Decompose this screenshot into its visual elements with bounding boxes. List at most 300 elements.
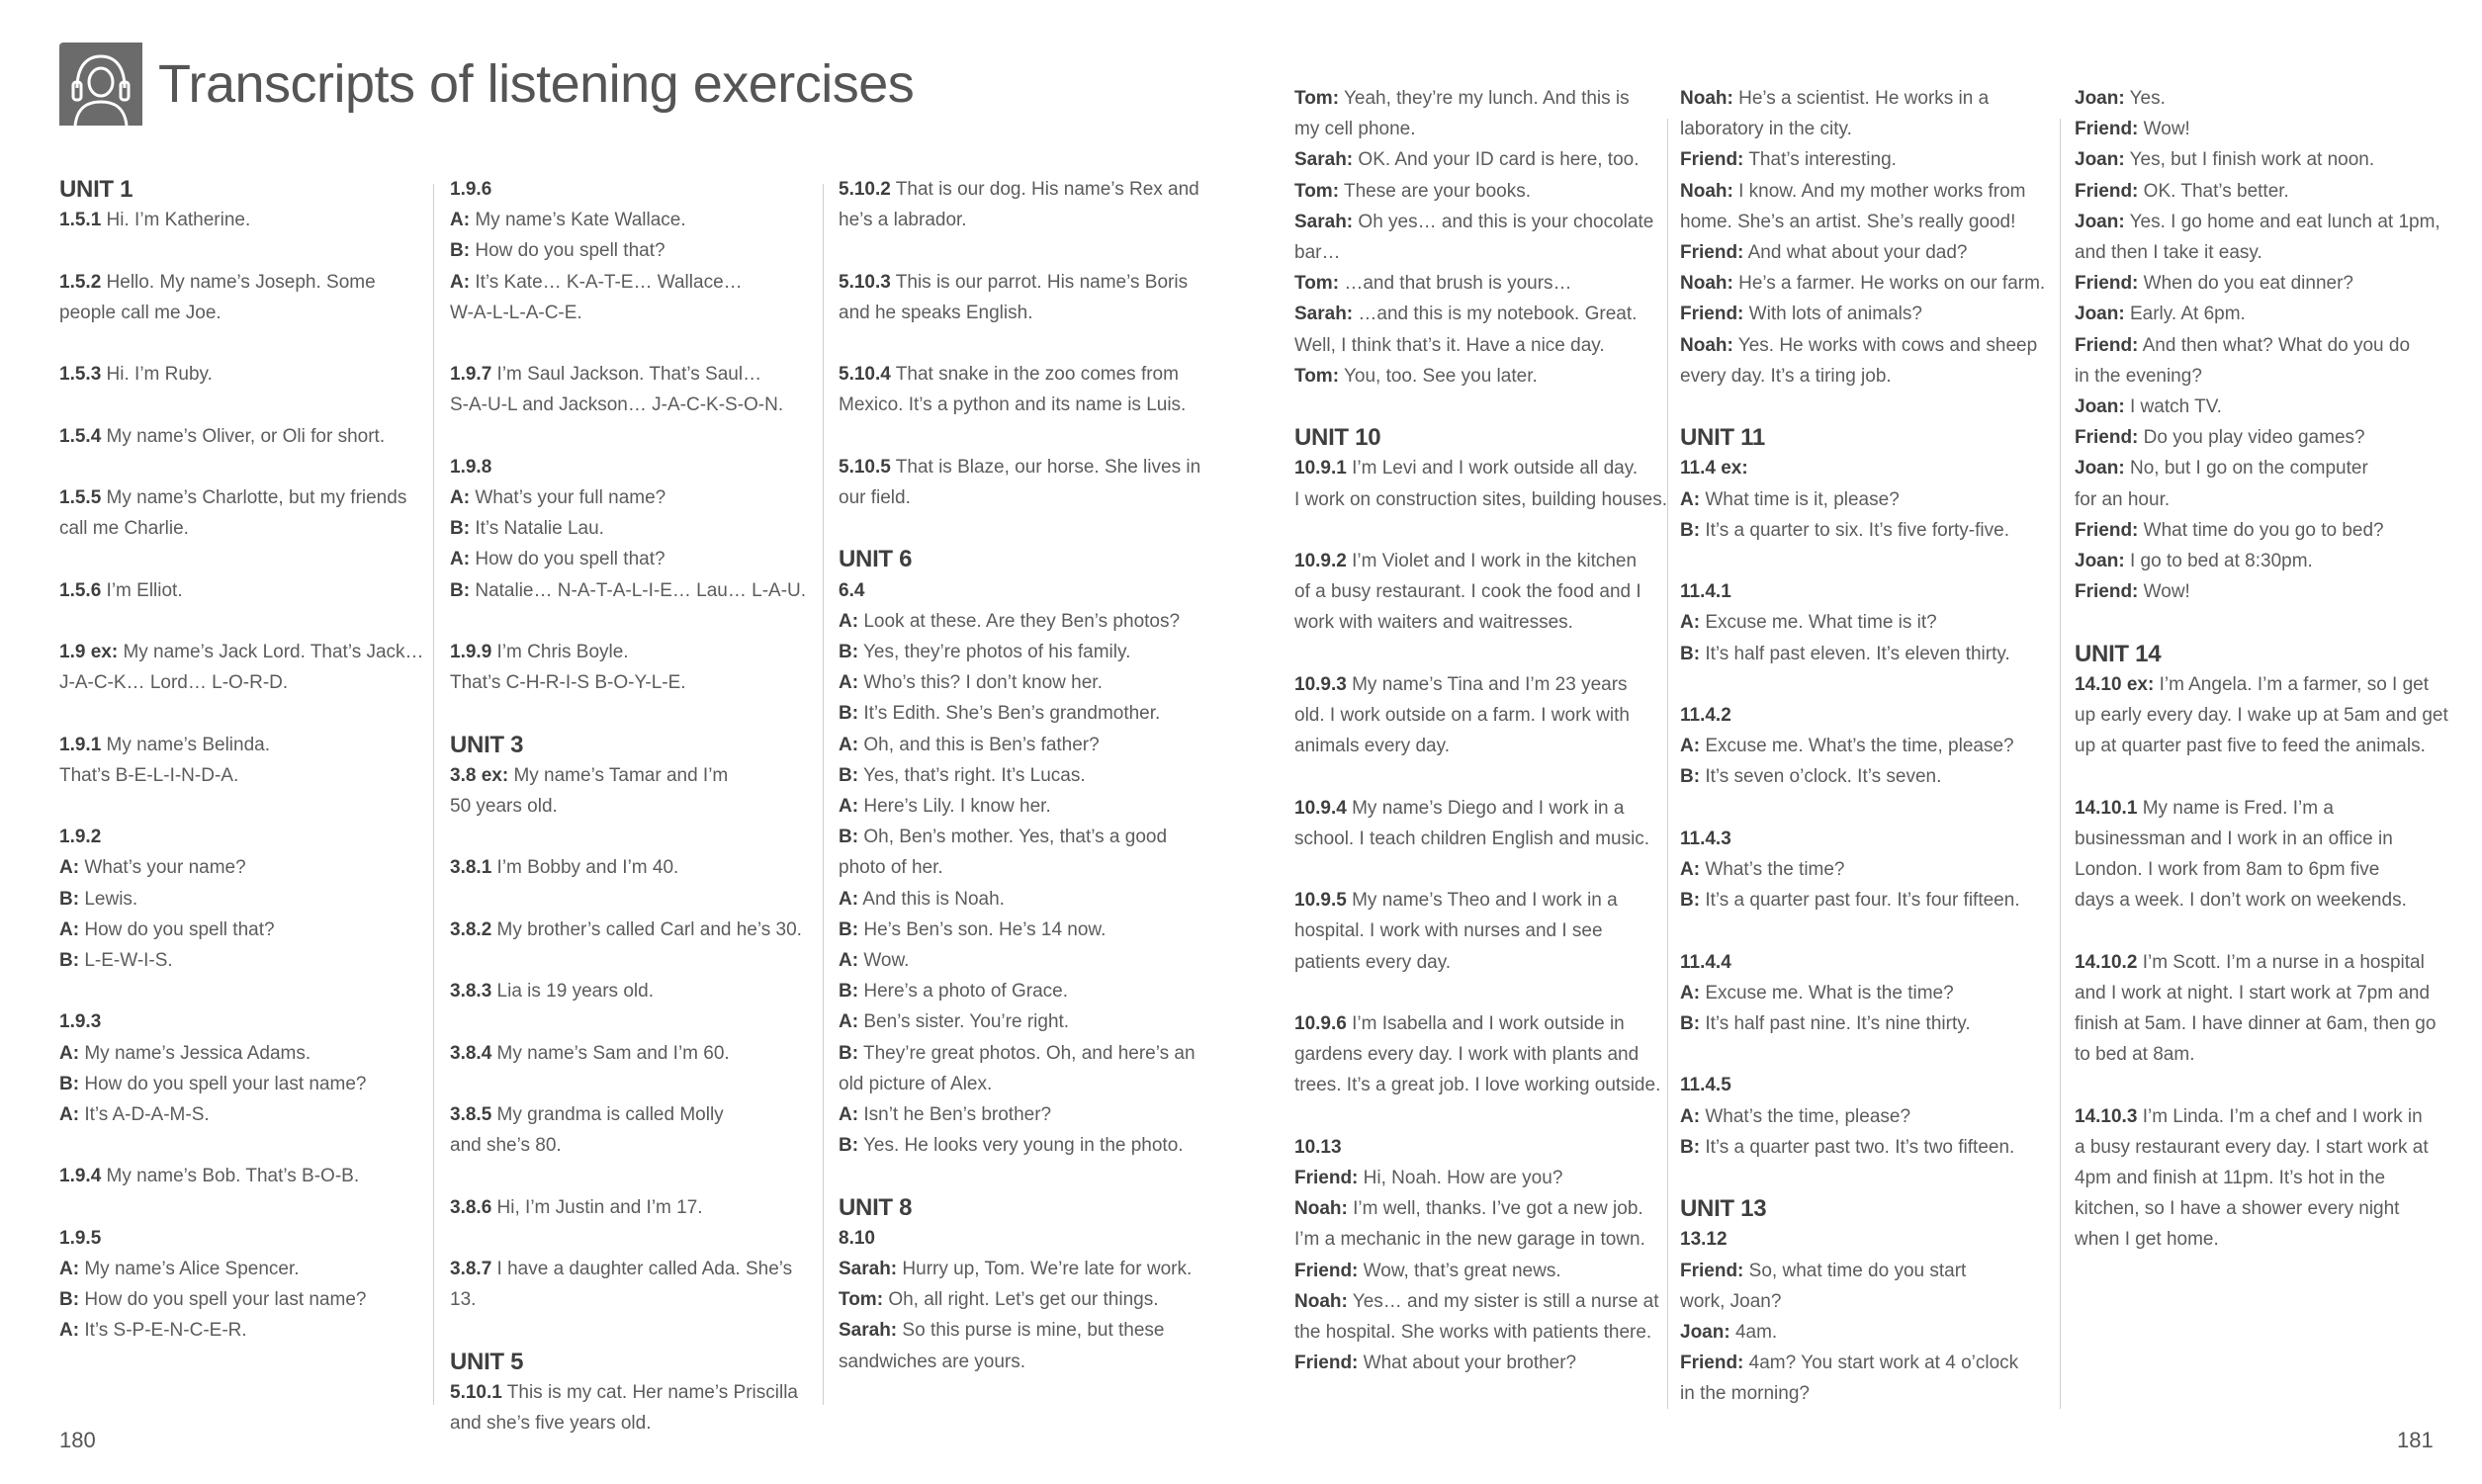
exercise-number: 14.10 ex: bbox=[2075, 673, 2155, 695]
transcript-text: Natalie… N-A-T-A-L-I-E… Lau… L-A-U. bbox=[475, 579, 807, 601]
transcript-text: the hospital. She works with patients there. bbox=[1294, 1322, 1652, 1344]
transcript-line bbox=[839, 637, 1214, 667]
speaker-label: Noah: bbox=[1294, 1198, 1348, 1220]
transcript-line bbox=[1294, 268, 1670, 299]
transcript-text: I’m Scott. I’m a nurse in a hospital bbox=[2142, 951, 2425, 973]
transcript-line bbox=[1680, 176, 2056, 207]
transcript-line bbox=[450, 1254, 816, 1315]
transcript-line bbox=[1680, 1101, 2056, 1132]
transcript-text: My name’s Jack Lord. That’s Jack… bbox=[123, 641, 424, 662]
transcript-text: photo of her. bbox=[839, 857, 943, 879]
speaker-label: B: bbox=[59, 1289, 80, 1311]
transcript-text: How do you spell your last name? bbox=[84, 1073, 367, 1094]
transcript-block bbox=[59, 730, 425, 791]
transcript-block bbox=[59, 575, 425, 606]
transcript-text: Yes. He looks very young in the photo. bbox=[863, 1135, 1184, 1157]
speaker-label: A: bbox=[450, 210, 471, 231]
transcript-line bbox=[1294, 1348, 1670, 1378]
transcript-text: I have a daughter called Ada. She’s 13. bbox=[450, 1258, 793, 1311]
transcript-text: That’s B-E-L-I-N-D-A. bbox=[59, 764, 239, 786]
speaker-label: A: bbox=[839, 1104, 859, 1126]
transcript-text: How do you spell that? bbox=[84, 918, 275, 940]
transcript-line bbox=[59, 421, 425, 452]
exercise-number: 1.9.9 bbox=[450, 642, 492, 662]
transcript-line bbox=[1680, 824, 2056, 854]
exercise-number: 11.4.2 bbox=[1680, 705, 1731, 727]
speaker-label: A: bbox=[450, 271, 471, 293]
transcript-text: bar… bbox=[1294, 242, 1341, 264]
exercise-number: 1.9.8 bbox=[450, 456, 492, 478]
speaker-label: Friend: bbox=[1294, 1260, 1359, 1281]
transcript-line bbox=[2075, 1039, 2450, 1070]
transcript-line bbox=[1680, 361, 2056, 392]
transcript-line bbox=[1680, 237, 2056, 268]
transcript-text: animals every day. bbox=[1294, 736, 1450, 757]
transcript-block bbox=[450, 915, 816, 945]
exercise-number: 5.10.2 bbox=[839, 179, 891, 200]
transcript-text: It’s Kate… K-A-T-E… Wallace… bbox=[475, 271, 743, 293]
transcript-line bbox=[1294, 947, 1670, 978]
transcript-block bbox=[450, 1192, 816, 1223]
transcript-text: of a busy restaurant. I cook the food and I bbox=[1294, 581, 1641, 603]
transcript-text: 4am. bbox=[1734, 1322, 1778, 1344]
transcript-text: It’s Natalie Lau. bbox=[475, 518, 604, 540]
transcript-line bbox=[2075, 700, 2450, 731]
speaker-label: A: bbox=[839, 672, 859, 694]
transcript-text: My name’s Kate Wallace. bbox=[475, 210, 686, 231]
transcript-text: Yes. I go home and eat lunch at 1pm, bbox=[2129, 211, 2440, 232]
transcript-text: Excuse me. What time is it? bbox=[1705, 612, 1937, 634]
transcript-line bbox=[59, 298, 425, 328]
transcript-text: Excuse me. What is the time? bbox=[1705, 982, 1954, 1004]
speaker-label: Tom: bbox=[839, 1289, 884, 1311]
transcript-text: It’s half past nine. It’s nine thirty. bbox=[1705, 1013, 1971, 1035]
transcript-line bbox=[1294, 546, 1670, 576]
transcript-line bbox=[450, 174, 816, 205]
transcript-text: This is my cat. Her name’s Priscilla bbox=[506, 1381, 798, 1403]
transcript-line bbox=[1294, 1224, 1670, 1255]
transcript-text: in the morning? bbox=[1680, 1383, 1810, 1405]
transcript-text: Hello. My name’s Joseph. Some bbox=[106, 271, 376, 293]
exercise-number: 11.4.1 bbox=[1680, 581, 1731, 603]
transcript-text: No, but I go on the computer bbox=[2129, 458, 2368, 480]
transcript-block bbox=[1294, 1008, 1670, 1101]
transcript-text: What time is it, please? bbox=[1705, 488, 1900, 510]
transcript-line bbox=[1680, 299, 2056, 329]
transcript-line bbox=[2075, 1163, 2450, 1193]
unit-heading: UNIT 13 bbox=[1680, 1195, 1767, 1223]
transcript-text: Hi, Noah. How are you? bbox=[1363, 1168, 1563, 1188]
transcript-text: My name’s Alice Spencer. bbox=[84, 1258, 300, 1279]
transcript-text: What about your brother? bbox=[1363, 1353, 1577, 1374]
exercise-number: 1.5.3 bbox=[59, 364, 102, 386]
transcript-line bbox=[1294, 114, 1670, 144]
transcript-line bbox=[1294, 885, 1670, 916]
transcript-line bbox=[1680, 885, 2056, 916]
speaker-label: Sarah: bbox=[1294, 149, 1354, 171]
column-divider bbox=[433, 184, 434, 1405]
transcript-line bbox=[839, 1315, 1214, 1346]
transcript-text: My name’s Diego and I work in a bbox=[1352, 797, 1625, 819]
transcript-line bbox=[1294, 453, 1670, 483]
transcript-text: He’s a farmer. He works on our farm. bbox=[1738, 273, 2046, 295]
transcript-text: What time do you go to bed? bbox=[2143, 519, 2384, 541]
transcript-text: Yes… and my sister is still a nurse at bbox=[1352, 1290, 1659, 1312]
transcript-text: gardens every day. I work with plants and bbox=[1294, 1044, 1640, 1066]
transcript-line bbox=[450, 1038, 816, 1069]
transcript-line bbox=[2075, 268, 2450, 299]
speaker-label: B: bbox=[1680, 1013, 1701, 1035]
transcript-line bbox=[2075, 484, 2450, 515]
speaker-label: A: bbox=[59, 1042, 80, 1064]
transcript-line bbox=[2075, 576, 2450, 607]
transcript-line bbox=[1294, 330, 1670, 361]
transcript-text: L-E-W-I-S. bbox=[84, 949, 173, 971]
transcript-block bbox=[839, 359, 1214, 420]
transcript-line bbox=[1294, 1286, 1670, 1317]
transcript-line bbox=[839, 298, 1214, 328]
transcript-line bbox=[1680, 700, 2056, 731]
transcript-text: My name’s Oliver, or Oli for short. bbox=[106, 425, 386, 447]
transcript-text: and he speaks English. bbox=[839, 302, 1033, 323]
column-divider bbox=[1667, 119, 1668, 1409]
transcript-block bbox=[1294, 885, 1670, 978]
speaker-label: Noah: bbox=[1680, 273, 1733, 295]
transcript-block bbox=[59, 482, 425, 544]
transcript-line bbox=[450, 1377, 816, 1408]
transcript-text: Yes, they’re photos of his family. bbox=[863, 641, 1131, 662]
transcript-block bbox=[1680, 1193, 2056, 1409]
transcript-text: How do you spell that? bbox=[475, 240, 665, 262]
speaker-label: Sarah: bbox=[1294, 304, 1354, 325]
transcript-block bbox=[1294, 546, 1670, 639]
transcript-text: Who’s this? I don’t know her. bbox=[863, 672, 1103, 694]
transcript-line bbox=[2075, 978, 2450, 1008]
transcript-line bbox=[59, 513, 425, 544]
transcript-line bbox=[839, 174, 1214, 205]
speaker-label: B: bbox=[839, 1135, 859, 1157]
exercise-number: 1.9 ex: bbox=[59, 641, 119, 662]
transcript-line bbox=[839, 452, 1214, 482]
transcript-text: I’m Chris Boyle. bbox=[496, 642, 629, 662]
transcript-block bbox=[1680, 422, 2056, 546]
speaker-label: Friend: bbox=[2075, 273, 2139, 295]
transcript-block bbox=[2075, 1101, 2450, 1256]
exercise-number: 3.8.2 bbox=[450, 918, 492, 940]
transcript-line bbox=[2075, 422, 2450, 453]
transcript-line bbox=[450, 1408, 816, 1439]
column-divider bbox=[823, 184, 824, 1405]
transcript-text: And then what? What do you do bbox=[2142, 334, 2411, 356]
transcript-line bbox=[2075, 361, 2450, 392]
speaker-label: Joan: bbox=[1680, 1322, 1730, 1344]
speaker-label: Sarah: bbox=[839, 1259, 898, 1280]
transcript-text: And this is Noah. bbox=[862, 888, 1005, 910]
transcript-line bbox=[2075, 1132, 2450, 1163]
transcript-line bbox=[1294, 176, 1670, 207]
transcript-text: patients every day. bbox=[1294, 951, 1452, 973]
exercise-number: 10.9.2 bbox=[1294, 551, 1347, 572]
speaker-label: B: bbox=[839, 1042, 859, 1064]
speaker-label: Joan: bbox=[2075, 88, 2125, 109]
transcript-text: My name’s Charlotte, but my friends bbox=[106, 486, 407, 508]
transcript-line bbox=[1294, 793, 1670, 824]
exercise-number: 10.9.5 bbox=[1294, 890, 1347, 912]
transcript-block bbox=[1294, 793, 1670, 854]
exercise-number: 10.13 bbox=[1294, 1136, 1342, 1158]
transcript-text: I’m Bobby and I’m 40. bbox=[496, 857, 679, 879]
transcript-block bbox=[450, 1099, 816, 1161]
transcript-block bbox=[839, 544, 1214, 1161]
speaker-label: Friend: bbox=[1294, 1168, 1359, 1188]
transcript-text: …and this is my notebook. Great. bbox=[1358, 304, 1638, 325]
page-title: Transcripts of listening exercises bbox=[158, 54, 915, 114]
speaker-label: B: bbox=[1680, 1136, 1701, 1158]
transcript-line bbox=[1294, 700, 1670, 731]
transcript-text: and I work at night. I start work at 7pm and bbox=[2075, 982, 2431, 1004]
transcript-text: Mexico. It’s a python and its name is Luis. bbox=[839, 394, 1187, 416]
transcript-text: kitchen, so I have a shower every night bbox=[2075, 1198, 2400, 1220]
transcript-text: and she’s 80. bbox=[450, 1135, 562, 1157]
transcript-text: Here’s a photo of Grace. bbox=[863, 981, 1068, 1003]
transcript-text: They’re great photos. Oh, and here’s an bbox=[863, 1042, 1196, 1064]
transcript-text: It’s a quarter past two. It’s two fifteen. bbox=[1705, 1136, 2015, 1158]
transcript-line bbox=[1294, 237, 1670, 268]
transcript-line bbox=[2075, 824, 2450, 854]
transcript-line bbox=[839, 390, 1214, 420]
transcript-text: trees. It’s a great job. I love working outside. bbox=[1294, 1075, 1661, 1096]
transcript-text: and she’s five years old. bbox=[450, 1412, 652, 1434]
speaker-label: Tom: bbox=[1294, 180, 1340, 202]
exercise-number: 3.8.1 bbox=[450, 857, 492, 879]
transcript-text: I’m well, thanks. I’ve got a new job. bbox=[1353, 1198, 1643, 1220]
transcript-text: So, what time do you start bbox=[1748, 1260, 1967, 1281]
transcript-line bbox=[450, 1130, 816, 1161]
transcript-line bbox=[59, 667, 425, 698]
transcript-text: What’s the time? bbox=[1705, 859, 1845, 881]
transcript-block bbox=[1294, 422, 1670, 515]
transcript-line bbox=[2075, 176, 2450, 207]
transcript-line bbox=[450, 452, 816, 482]
speaker-label: A: bbox=[839, 734, 859, 755]
transcript-line bbox=[1294, 484, 1670, 515]
transcript-text: It’s S-P-E-N-C-E-R. bbox=[84, 1320, 247, 1342]
transcript-line bbox=[1680, 484, 2056, 515]
transcript-line bbox=[2075, 83, 2450, 114]
speaker-label: Friend: bbox=[2075, 180, 2139, 202]
transcript-text: My name is Fred. I’m a bbox=[2142, 797, 2334, 819]
transcript-line bbox=[1680, 1224, 2056, 1255]
transcript-text: finish at 5am. I have dinner at 6am, then go bbox=[2075, 1013, 2437, 1035]
exercise-number: 10.9.1 bbox=[1294, 458, 1347, 480]
speaker-label: Friend: bbox=[1680, 1260, 1744, 1281]
transcript-line bbox=[1294, 299, 1670, 329]
transcript-text: My name’s Theo and I work in a bbox=[1352, 890, 1618, 912]
unit-heading: UNIT 10 bbox=[1294, 424, 1381, 452]
transcript-line bbox=[59, 1006, 425, 1037]
transcript-text: Hi, I’m Justin and I’m 17. bbox=[496, 1196, 703, 1218]
transcript-line bbox=[839, 884, 1214, 915]
transcript-text: What’s your name? bbox=[84, 857, 246, 879]
transcript-line bbox=[1680, 607, 2056, 638]
exercise-number: 1.5.5 bbox=[59, 486, 102, 508]
transcript-block bbox=[450, 1254, 816, 1315]
speaker-label: Friend: bbox=[2075, 519, 2139, 541]
page-header bbox=[59, 42, 914, 127]
transcript-text: our field. bbox=[839, 486, 911, 508]
transcript-line bbox=[839, 1038, 1214, 1069]
transcript-line bbox=[450, 976, 816, 1006]
transcript-text: My name’s Tina and I’m 23 years bbox=[1352, 673, 1628, 695]
transcript-text: Yeah, they’re my lunch. And this is bbox=[1343, 88, 1630, 109]
transcript-line bbox=[59, 945, 425, 976]
transcript-block bbox=[59, 421, 425, 452]
transcript-line bbox=[1680, 83, 2056, 114]
transcript-text: days a week. I don’t work on weekends. bbox=[2075, 890, 2407, 912]
exercise-number: 1.5.6 bbox=[59, 579, 102, 601]
transcript-text: These are your books. bbox=[1343, 180, 1532, 202]
transcript-line bbox=[2075, 237, 2450, 268]
transcript-text: It’s A-D-A-M-S. bbox=[84, 1103, 210, 1125]
transcript-line bbox=[1680, 207, 2056, 237]
speaker-label: A: bbox=[839, 1011, 859, 1033]
transcript-line bbox=[450, 267, 816, 298]
transcript-line bbox=[839, 730, 1214, 760]
transcript-text: How do you spell your last name? bbox=[84, 1289, 367, 1311]
exercise-number: 1.9.1 bbox=[59, 734, 102, 755]
transcript-line bbox=[59, 1254, 425, 1284]
transcript-line bbox=[2075, 1008, 2450, 1039]
transcript-line bbox=[450, 575, 816, 606]
transcript-line bbox=[839, 667, 1214, 698]
transcript-text: 50 years old. bbox=[450, 796, 558, 817]
transcript-text: That is Blaze, our horse. She lives in bbox=[895, 456, 1201, 478]
transcript-block bbox=[839, 452, 1214, 513]
transcript-line bbox=[1680, 761, 2056, 792]
transcript-text: My name’s Bob. That’s B-O-B. bbox=[106, 1166, 360, 1187]
transcript-block bbox=[59, 1006, 425, 1130]
transcript-line bbox=[839, 852, 1214, 883]
transcript-line bbox=[1680, 1132, 2056, 1163]
headset-person-icon bbox=[59, 43, 142, 126]
transcript-line bbox=[59, 359, 425, 390]
transcript-line bbox=[450, 359, 816, 390]
transcript-text: It’s a quarter to six. It’s five forty-five. bbox=[1705, 519, 2009, 541]
speaker-label: A: bbox=[1680, 1105, 1701, 1127]
transcript-text: up early every day. I wake up at 5am and get bbox=[2075, 705, 2448, 727]
transcript-text: Wow! bbox=[2143, 119, 2190, 140]
transcript-column-6 bbox=[2075, 83, 2450, 1286]
transcript-text: Oh, all right. Let’s get our things. bbox=[888, 1289, 1159, 1311]
transcript-line bbox=[1294, 1163, 1670, 1193]
transcript-line bbox=[839, 1130, 1214, 1161]
transcript-line bbox=[2075, 114, 2450, 144]
transcript-line bbox=[59, 822, 425, 852]
transcript-block bbox=[839, 174, 1214, 235]
speaker-label: Friend: bbox=[1680, 1353, 1744, 1374]
transcript-text: hospital. I work with nurses and I see bbox=[1294, 920, 1603, 942]
transcript-block bbox=[2075, 83, 2450, 607]
transcript-text: I’m Violet and I work in the kitchen bbox=[1352, 551, 1638, 572]
speaker-label: Noah: bbox=[1294, 1290, 1348, 1312]
transcript-line bbox=[1294, 361, 1670, 392]
transcript-block bbox=[1680, 824, 2056, 917]
transcript-text: Lia is 19 years old. bbox=[496, 981, 654, 1003]
transcript-text: Excuse me. What’s the time, please? bbox=[1705, 736, 2014, 757]
transcript-text: I’m Elliot. bbox=[106, 579, 183, 601]
speaker-label: Noah: bbox=[1680, 334, 1733, 356]
transcript-text: I’m Angela. I’m a farmer, so I get bbox=[2159, 673, 2430, 695]
exercise-number: 1.9.3 bbox=[59, 1011, 102, 1033]
transcript-text: Here’s Lily. I know her. bbox=[863, 796, 1051, 817]
transcript-line bbox=[59, 575, 425, 606]
transcript-line bbox=[839, 791, 1214, 822]
exercise-number: 1.9.2 bbox=[59, 827, 102, 848]
speaker-label: Joan: bbox=[2075, 149, 2125, 171]
speaker-label: Sarah: bbox=[1294, 211, 1354, 232]
transcript-text: sandwiches are yours. bbox=[839, 1351, 1026, 1372]
transcript-text: Yes, that’s right. It’s Lucas. bbox=[863, 764, 1086, 786]
transcript-text: home. She’s an artist. She’s really good! bbox=[1680, 211, 2016, 232]
transcript-line bbox=[839, 1347, 1214, 1377]
transcript-text: I know. And my mother works from bbox=[1738, 180, 2026, 202]
transcript-text: That snake in the zoo comes from bbox=[895, 364, 1179, 386]
transcript-line bbox=[59, 1161, 425, 1191]
transcript-line bbox=[59, 637, 425, 667]
transcript-line bbox=[450, 637, 816, 667]
speaker-label: Sarah: bbox=[839, 1320, 898, 1342]
speaker-label: B: bbox=[839, 703, 859, 725]
transcript-block bbox=[59, 267, 425, 328]
transcript-block bbox=[839, 1192, 1214, 1377]
transcript-line bbox=[839, 915, 1214, 945]
transcript-text: I go to bed at 8:30pm. bbox=[2129, 551, 2313, 572]
transcript-text: for an hour. bbox=[2075, 488, 2171, 510]
transcript-line bbox=[2075, 947, 2450, 978]
transcript-line bbox=[839, 1099, 1214, 1130]
exercise-number: 11.4.4 bbox=[1680, 951, 1731, 973]
speaker-label: Tom: bbox=[1294, 88, 1340, 109]
transcript-block bbox=[450, 637, 816, 698]
transcript-line bbox=[59, 1099, 425, 1130]
transcript-text: This is our parrot. His name’s Boris bbox=[895, 271, 1189, 293]
speaker-label: B: bbox=[1680, 519, 1701, 541]
transcript-text: J-A-C-K… Lord… L-O-R-D. bbox=[59, 672, 289, 694]
transcript-column-5 bbox=[1680, 83, 2056, 1440]
transcript-block bbox=[2075, 793, 2450, 917]
transcript-block bbox=[59, 359, 425, 390]
speaker-label: Tom: bbox=[1294, 365, 1340, 387]
transcript-line bbox=[2075, 207, 2450, 237]
transcript-line bbox=[1680, 515, 2056, 546]
transcript-text: That is our dog. His name’s Rex and bbox=[895, 179, 1199, 200]
transcript-text: a busy restaurant every day. I start work at bbox=[2075, 1136, 2429, 1158]
transcript-block bbox=[2075, 639, 2450, 762]
unit-heading: UNIT 5 bbox=[450, 1348, 524, 1375]
transcript-text: Lewis. bbox=[84, 888, 138, 910]
speaker-label: B: bbox=[1680, 890, 1701, 912]
speaker-label: A: bbox=[1680, 982, 1701, 1004]
transcript-line bbox=[1294, 607, 1670, 638]
speaker-label: A: bbox=[450, 487, 471, 508]
transcript-line bbox=[1680, 114, 2056, 144]
transcript-line bbox=[2075, 299, 2450, 329]
transcript-text: I work on construction sites, building houses. bbox=[1294, 488, 1668, 510]
speaker-label: B: bbox=[839, 764, 859, 786]
speaker-label: B: bbox=[839, 981, 859, 1003]
transcript-line bbox=[450, 1099, 816, 1130]
exercise-number: 1.5.1 bbox=[59, 210, 102, 231]
